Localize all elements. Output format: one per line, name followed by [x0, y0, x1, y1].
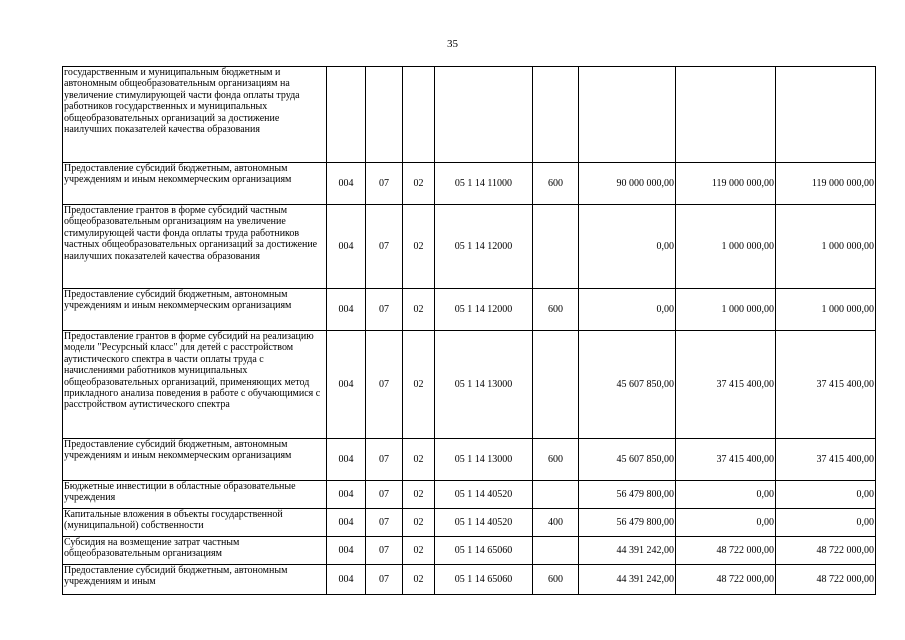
table-row: [63, 163, 876, 205]
amount-year-2: 48 722 000,00: [676, 537, 776, 565]
amount-year-3: 37 415 400,00: [776, 331, 876, 439]
section-code: 07: [366, 537, 403, 565]
ministry-code: [327, 67, 366, 163]
target-article-code: 05 1 14 40520: [435, 509, 533, 537]
target-article-code: 05 1 14 40520: [435, 481, 533, 509]
expense-type-code: [533, 537, 579, 565]
row-description: Предоставление субсидий бюджетным, автономным учреждениям и иным некоммерческим организациям: [63, 439, 327, 481]
amount-year-3: 48 722 000,00: [776, 565, 876, 595]
amount-year-1: 56 479 800,00: [579, 481, 676, 509]
subsection-code: 02: [403, 205, 435, 289]
subsection-code: 02: [403, 481, 435, 509]
amount-year-1: 0,00: [579, 289, 676, 331]
table-row: [63, 537, 876, 565]
amount-year-3: [776, 67, 876, 163]
expense-type-code: [533, 331, 579, 439]
target-article-code: [435, 67, 533, 163]
row-description: государственным и муниципальным бюджетным и автономным общеобразовательным организациям на увеличение стимулирующей части фонда оплаты труда работников государственных и муниципальных общеобразовательных организаций за достижение наилучших показателей качества образования: [63, 67, 327, 163]
amount-year-3: 37 415 400,00: [776, 439, 876, 481]
expense-type-code: [533, 205, 579, 289]
amount-year-2: 119 000 000,00: [676, 163, 776, 205]
row-description: Предоставление субсидий бюджетным, автономным учреждениям и иным некоммерческим организациям: [63, 163, 327, 205]
subsection-code: 02: [403, 565, 435, 595]
amount-year-1: 0,00: [579, 205, 676, 289]
amount-year-3: 48 722 000,00: [776, 537, 876, 565]
row-description: Бюджетные инвестиции в областные образовательные учреждения: [63, 481, 327, 509]
expense-type-code: 600: [533, 289, 579, 331]
table-row: [63, 509, 876, 537]
row-description: Предоставление субсидий бюджетным, автономным учреждениям и иным некоммерческим организациям: [63, 289, 327, 331]
ministry-code: 004: [327, 509, 366, 537]
amount-year-2: [676, 67, 776, 163]
ministry-code: 004: [327, 439, 366, 481]
section-code: 07: [366, 163, 403, 205]
amount-year-3: 0,00: [776, 509, 876, 537]
table-row: [63, 565, 876, 595]
expense-type-code: 400: [533, 509, 579, 537]
amount-year-1: 56 479 800,00: [579, 509, 676, 537]
ministry-code: 004: [327, 289, 366, 331]
amount-year-2: 37 415 400,00: [676, 439, 776, 481]
table-row: [63, 205, 876, 289]
section-code: 07: [366, 439, 403, 481]
amount-year-1: 45 607 850,00: [579, 439, 676, 481]
row-description: Предоставление субсидий бюджетным, автономным учреждениям и иным: [63, 565, 327, 595]
row-description: Предоставление грантов в форме субсидий частным общеобразовательным организациям на увеличение стимулирующей части фонда оплаты труда работников частных общеобразовательных организаций за достижение наилучших показателей качества образования: [63, 205, 327, 289]
amount-year-1: 90 000 000,00: [579, 163, 676, 205]
section-code: 07: [366, 509, 403, 537]
section-code: [366, 67, 403, 163]
section-code: 07: [366, 565, 403, 595]
subsection-code: [403, 67, 435, 163]
expense-type-code: 600: [533, 565, 579, 595]
subsection-code: 02: [403, 439, 435, 481]
row-description: Субсидия на возмещение затрат частным общеобразовательным организациям: [63, 537, 327, 565]
subsection-code: 02: [403, 509, 435, 537]
amount-year-1: 45 607 850,00: [579, 331, 676, 439]
amount-year-3: 119 000 000,00: [776, 163, 876, 205]
target-article-code: 05 1 14 65060: [435, 537, 533, 565]
amount-year-2: 37 415 400,00: [676, 331, 776, 439]
table-row: [63, 289, 876, 331]
ministry-code: 004: [327, 481, 366, 509]
ministry-code: 004: [327, 537, 366, 565]
budget-table: [62, 66, 876, 595]
target-article-code: 05 1 14 12000: [435, 205, 533, 289]
expense-type-code: 600: [533, 163, 579, 205]
section-code: 07: [366, 331, 403, 439]
amount-year-1: 44 391 242,00: [579, 565, 676, 595]
subsection-code: 02: [403, 163, 435, 205]
target-article-code: 05 1 14 13000: [435, 331, 533, 439]
table-row: [63, 481, 876, 509]
amount-year-2: 1 000 000,00: [676, 289, 776, 331]
target-article-code: 05 1 14 13000: [435, 439, 533, 481]
ministry-code: 004: [327, 565, 366, 595]
subsection-code: 02: [403, 289, 435, 331]
amount-year-3: 0,00: [776, 481, 876, 509]
amount-year-2: 1 000 000,00: [676, 205, 776, 289]
amount-year-2: 48 722 000,00: [676, 565, 776, 595]
amount-year-3: 1 000 000,00: [776, 205, 876, 289]
section-code: 07: [366, 289, 403, 331]
table-row: [63, 439, 876, 481]
row-description: Капитальные вложения в объекты государственной (муниципальной) собственности: [63, 509, 327, 537]
amount-year-3: 1 000 000,00: [776, 289, 876, 331]
ministry-code: 004: [327, 163, 366, 205]
subsection-code: 02: [403, 537, 435, 565]
amount-year-1: 44 391 242,00: [579, 537, 676, 565]
page-number: 35: [447, 38, 458, 50]
target-article-code: 05 1 14 65060: [435, 565, 533, 595]
ministry-code: 004: [327, 331, 366, 439]
expense-type-code: [533, 481, 579, 509]
amount-year-2: 0,00: [676, 481, 776, 509]
table-row: [63, 331, 876, 439]
amount-year-1: [579, 67, 676, 163]
target-article-code: 05 1 14 11000: [435, 163, 533, 205]
section-code: 07: [366, 481, 403, 509]
expense-type-code: [533, 67, 579, 163]
subsection-code: 02: [403, 331, 435, 439]
row-description: Предоставление грантов в форме субсидий на реализацию модели "Ресурсный класс" для детей с расстройством аутистического спектра в части оплаты труда с начислениями работников муниципальных общеобразовательных организаций, применяющих метод прикладного анализа поведения в работе с обучающимися с расстройством аутистического спектра: [63, 331, 327, 439]
ministry-code: 004: [327, 205, 366, 289]
table-row: [63, 67, 876, 163]
section-code: 07: [366, 205, 403, 289]
amount-year-2: 0,00: [676, 509, 776, 537]
expense-type-code: 600: [533, 439, 579, 481]
target-article-code: 05 1 14 12000: [435, 289, 533, 331]
